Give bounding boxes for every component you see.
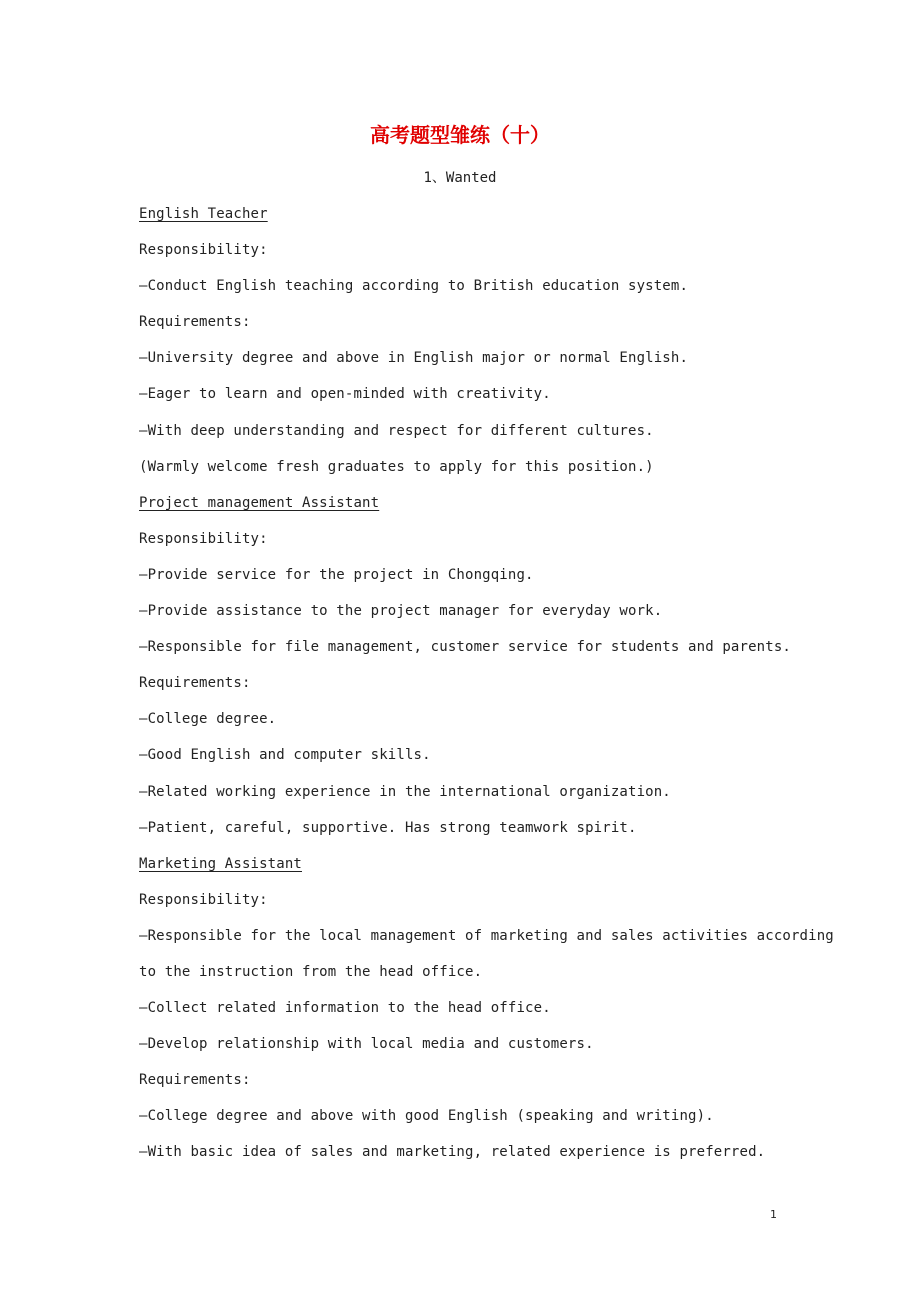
responsibility-item: —Responsible for file management, customer service for students and parents. [139,639,791,656]
document-body [139,203,834,1178]
requirements-label: Requirements: [139,675,251,692]
section-heading-english-teacher: English Teacher [139,206,268,222]
requirement-item: —Related working experience in the international organization. [139,783,671,800]
responsibility-label: Responsibility: [139,242,268,259]
requirement-item: —University degree and above in English major or normal English. [139,350,689,367]
requirement-item: —Eager to learn and open-minded with creativity. [139,386,551,403]
requirements-label: Requirements: [139,1072,251,1089]
document-subtitle: 1、Wanted [423,170,497,186]
responsibility-item: —Provide assistance to the project manager for everyday work. [139,603,663,620]
requirement-item: —With deep understanding and respect for different cultures. [139,422,654,439]
requirement-item: —College degree and above with good English (speaking and writing). [139,1108,714,1125]
section-heading-project-management-assistant: Project management Assistant [139,494,380,511]
requirement-item: —College degree. [139,711,277,728]
responsibility-label: Responsibility: [139,530,268,547]
requirement-item: —Good English and computer skills. [139,747,431,764]
responsibility-item: —Collect related information to the head office. [139,1000,551,1017]
section-heading-marketing-assistant: Marketing Assistant [139,855,302,872]
document-title: 高考题型雏练（十） [370,123,550,147]
requirement-item: —With basic idea of sales and marketing, related experience is preferred. [139,1144,766,1161]
requirements-label: Requirements: [139,314,251,331]
responsibility-item: —Responsible for the local management of marketing and sales activities according [139,927,834,944]
responsibility-item: —Provide service for the project in Chongqing. [139,566,534,583]
responsibility-item: —Develop relationship with local media and customers. [139,1036,594,1053]
note-text: (Warmly welcome fresh graduates to apply for this position.) [139,458,654,475]
page-number: 1 [770,1208,777,1221]
responsibility-item-continued: to the instruction from the head office. [139,963,483,980]
responsibility-label: Responsibility: [139,891,268,908]
responsibility-item: —Conduct English teaching according to British education system. [139,278,689,295]
requirement-item: —Patient, careful, supportive. Has strong teamwork spirit. [139,819,637,836]
